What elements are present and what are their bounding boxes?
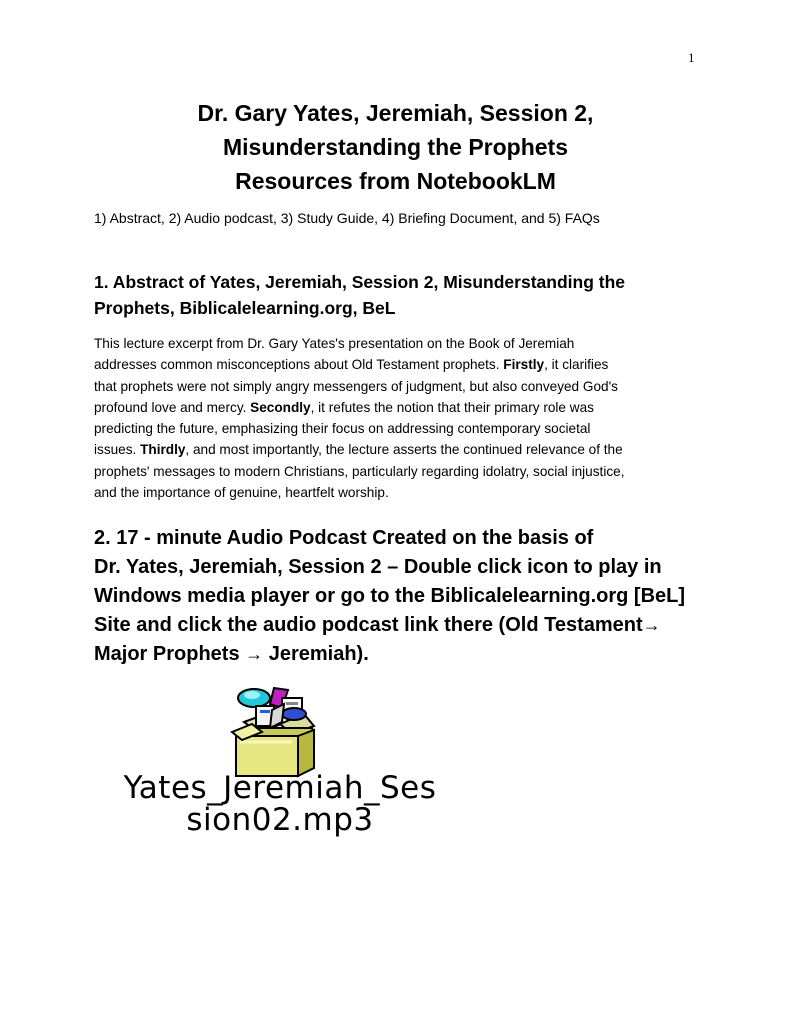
abstract-line [94, 439, 714, 460]
heading-line: 2. 17 - minute Audio Podcast Created on the basis of [94, 527, 594, 549]
text: Jeremiah). [263, 643, 369, 665]
heading-line: Windows media player or go to the Biblicalelearning.org [BeL] [94, 585, 686, 607]
text: , it clarifies [544, 357, 609, 373]
page-number: 1 [688, 50, 695, 65]
title-line: Resources from NotebookLM [235, 168, 556, 194]
text: issues. [94, 442, 141, 458]
abstract-line: This lecture excerpt from Dr. Gary Yates's presentation on the Book of Jeremiah [94, 336, 575, 351]
emphasis-firstly: Firstly [503, 357, 545, 373]
section1-heading [94, 269, 714, 321]
emphasis-secondly: Secondly [250, 399, 311, 415]
abstract-line: that prophets were not simply angry messengers of judgment, but also conveyed God's [94, 378, 618, 394]
heading-line: 1. Abstract of Yates, Jeremiah, Session 2, Misunderstanding the [94, 272, 625, 292]
arrow-right-icon: → [245, 644, 264, 664]
title-line: Dr. Gary Yates, Jeremiah, Session 2, [197, 100, 594, 126]
section2-heading [94, 524, 734, 669]
filename-line: Yates_Jeremiah_Ses [123, 770, 437, 806]
resource-list: 1) Abstract, 2) Audio podcast, 3) Study Guide, 4) Briefing Document, and 5) FAQs [94, 210, 600, 226]
abstract-line: prophets' messages to modern Christians, particularly regarding idolatry, social injustice, [94, 463, 625, 479]
abstract-line [94, 354, 714, 375]
heading-line: Prophets, Biblicalelearning.org, BeL [94, 298, 396, 318]
title-line: Misunderstanding the Prophets [222, 134, 569, 160]
text: profound love and mercy. [94, 399, 251, 415]
audio-file-link[interactable] [0, 772, 560, 836]
filename-line: sion02.mp3 [186, 802, 374, 838]
abstract-line [94, 397, 714, 418]
heading-line [94, 640, 734, 669]
emphasis-thirdly: Thirdly [140, 442, 186, 458]
arrow-right-icon: → [642, 615, 661, 635]
page-title [0, 96, 791, 198]
abstract-line: and the importance of genuine, heartfelt worship. [94, 485, 389, 501]
package-icon[interactable] [222, 684, 326, 780]
heading-line: Dr. Yates, Jeremiah, Session 2 – Double click icon to play in [94, 556, 662, 578]
text: , and most importantly, the lecture asserts the continued relevance of the [185, 442, 623, 458]
abstract-line: predicting the future, emphasizing their focus on addressing contemporary societal [94, 421, 591, 437]
text: Major Prophets [94, 643, 246, 665]
text: Site and click the audio podcast link there (Old Testament [94, 614, 643, 636]
heading-line [94, 611, 734, 640]
text: addresses common misconceptions about Old Testament prophets. [94, 357, 504, 373]
text: , it refutes the notion that their primary role was [310, 399, 594, 415]
abstract-paragraph [94, 333, 714, 503]
